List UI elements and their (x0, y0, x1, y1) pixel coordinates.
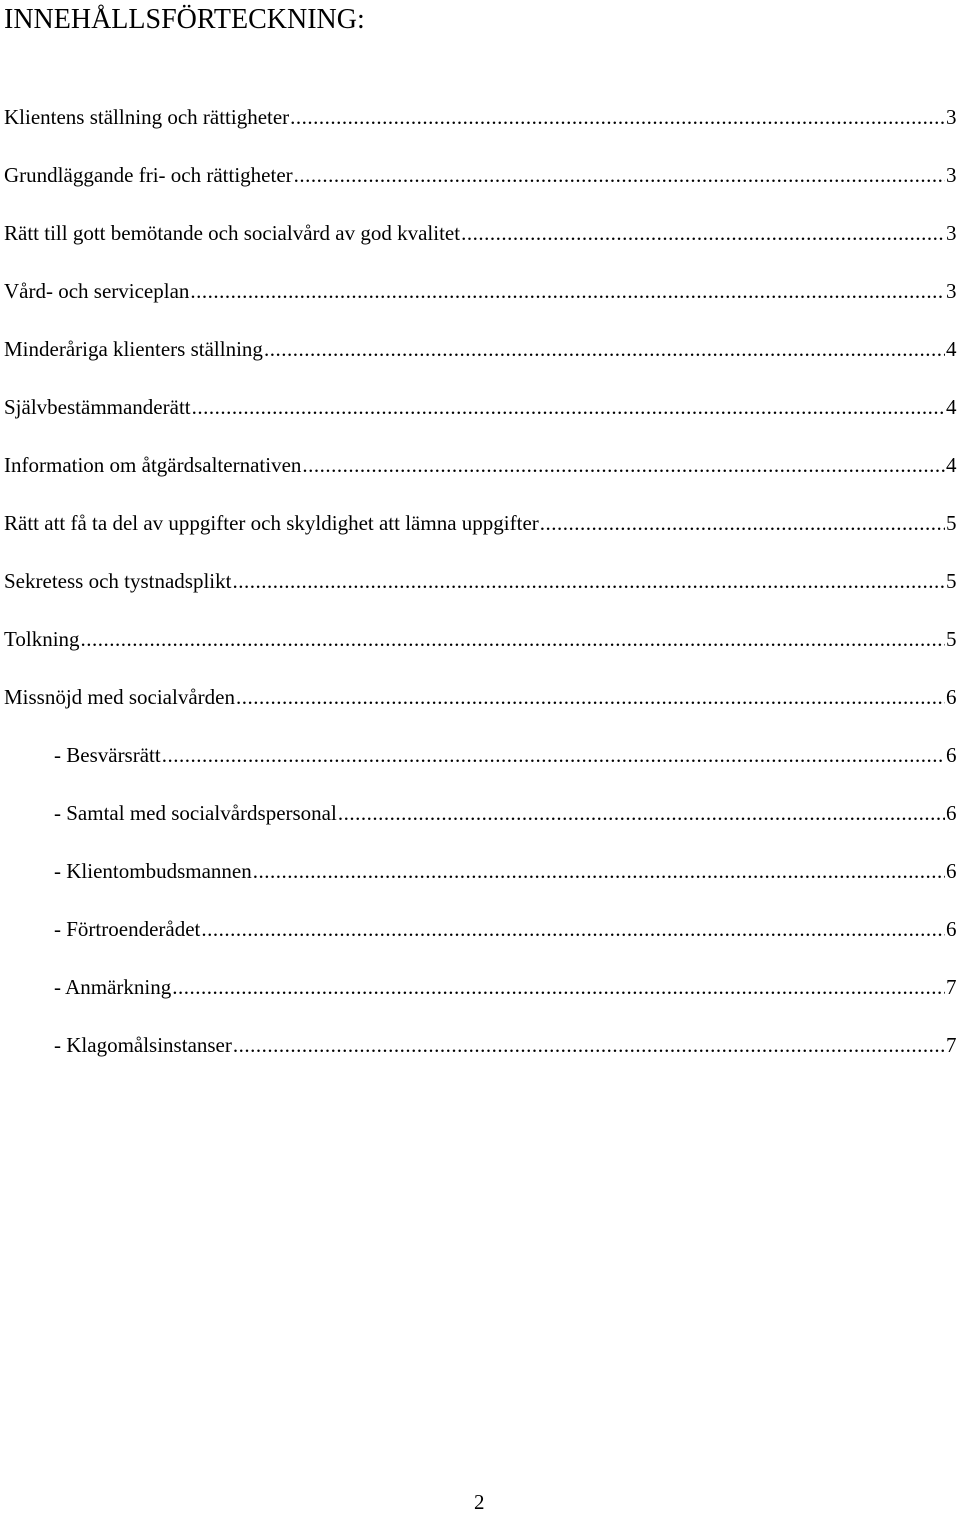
toc-entry[interactable] (4, 564, 960, 622)
toc-entry[interactable] (4, 158, 960, 216)
toc-entry[interactable] (4, 274, 960, 332)
toc-entry-page: 4 (946, 395, 957, 419)
page-title: INNEHÅLLSFÖRTECKNING: (4, 4, 365, 35)
toc-leader-dots (540, 506, 945, 540)
toc-entry[interactable] (4, 680, 960, 738)
toc-entry-label: Rätt att få ta del av uppgifter och skyldighet att lämna uppgifter (4, 511, 539, 535)
toc-entry-page: 6 (946, 685, 957, 709)
toc-entry[interactable] (4, 506, 960, 564)
toc-subentry[interactable] (4, 970, 960, 1028)
toc-leader-dots (302, 448, 945, 482)
toc-entry-label: - Besvärsrätt (54, 743, 161, 767)
toc-entry-label: - Klientombudsmannen (54, 859, 252, 883)
toc-entry-page: 6 (946, 801, 957, 825)
toc-leader-dots (253, 854, 945, 888)
toc-leader-dots (201, 912, 945, 946)
toc-entry-label: Missnöjd med socialvården (4, 685, 235, 709)
toc-entry-label: Information om åtgärdsalternativen (4, 453, 302, 477)
toc-entry[interactable] (4, 100, 960, 158)
toc-leader-dots (264, 332, 945, 366)
toc-subentry[interactable] (4, 796, 960, 854)
toc-entry-page: 4 (946, 453, 957, 477)
toc-entry-page: 7 (946, 975, 957, 999)
toc-entry-page: 4 (946, 337, 957, 361)
toc-entry-page: 6 (946, 743, 957, 767)
toc-entry[interactable] (4, 216, 960, 274)
toc-leader-dots (233, 1028, 945, 1062)
toc-leader-dots (461, 216, 945, 250)
table-of-contents (4, 100, 960, 1086)
toc-leader-dots (294, 158, 945, 192)
toc-leader-dots (236, 680, 945, 714)
toc-leader-dots (172, 970, 945, 1004)
toc-leader-dots (192, 390, 945, 424)
toc-entry[interactable] (4, 448, 960, 506)
toc-entry-page: 6 (946, 859, 957, 883)
toc-entry-label: Vård- och serviceplan (4, 279, 190, 303)
toc-entry-page: 3 (946, 105, 957, 129)
toc-subentry[interactable] (4, 854, 960, 912)
toc-entry-page: 5 (946, 511, 957, 535)
toc-entry-label: Rätt till gott bemötande och socialvård av god kvalitet (4, 221, 461, 245)
toc-entry-page: 6 (946, 917, 957, 941)
toc-entry-page: 5 (946, 569, 957, 593)
toc-subentry[interactable] (4, 738, 960, 796)
toc-entry-label: Grundläggande fri- och rättigheter (4, 163, 293, 187)
toc-entry-label: - Förtroenderådet (54, 917, 201, 941)
toc-entry[interactable] (4, 622, 960, 680)
toc-leader-dots (232, 564, 945, 598)
toc-entry-page: 7 (946, 1033, 957, 1057)
toc-entry-page: 5 (946, 627, 957, 651)
page-number: 2 (474, 1490, 485, 1514)
toc-entry-label: Minderåriga klienters ställning (4, 337, 263, 361)
toc-leader-dots (190, 274, 945, 308)
toc-entry-page: 3 (946, 221, 957, 245)
toc-entry-label: Klientens ställning och rättigheter (4, 105, 290, 129)
toc-entry-label: - Samtal med socialvårdspersonal (54, 801, 337, 825)
toc-entry-label: Självbestämmanderätt (4, 395, 191, 419)
toc-leader-dots (290, 100, 945, 134)
toc-subentry[interactable] (4, 912, 960, 970)
toc-entry[interactable] (4, 332, 960, 390)
toc-entry-label: - Klagomålsinstanser (54, 1033, 232, 1057)
toc-entry[interactable] (4, 390, 960, 448)
toc-entry-label: Sekretess och tystnadsplikt (4, 569, 232, 593)
toc-entry-label: Tolkning (4, 627, 80, 651)
toc-entry-page: 3 (946, 279, 957, 303)
toc-leader-dots (162, 738, 945, 772)
toc-leader-dots (338, 796, 945, 830)
toc-subentry[interactable] (4, 1028, 960, 1086)
toc-entry-page: 3 (946, 163, 957, 187)
toc-entry-label: - Anmärkning (54, 975, 172, 999)
toc-leader-dots (81, 622, 945, 656)
